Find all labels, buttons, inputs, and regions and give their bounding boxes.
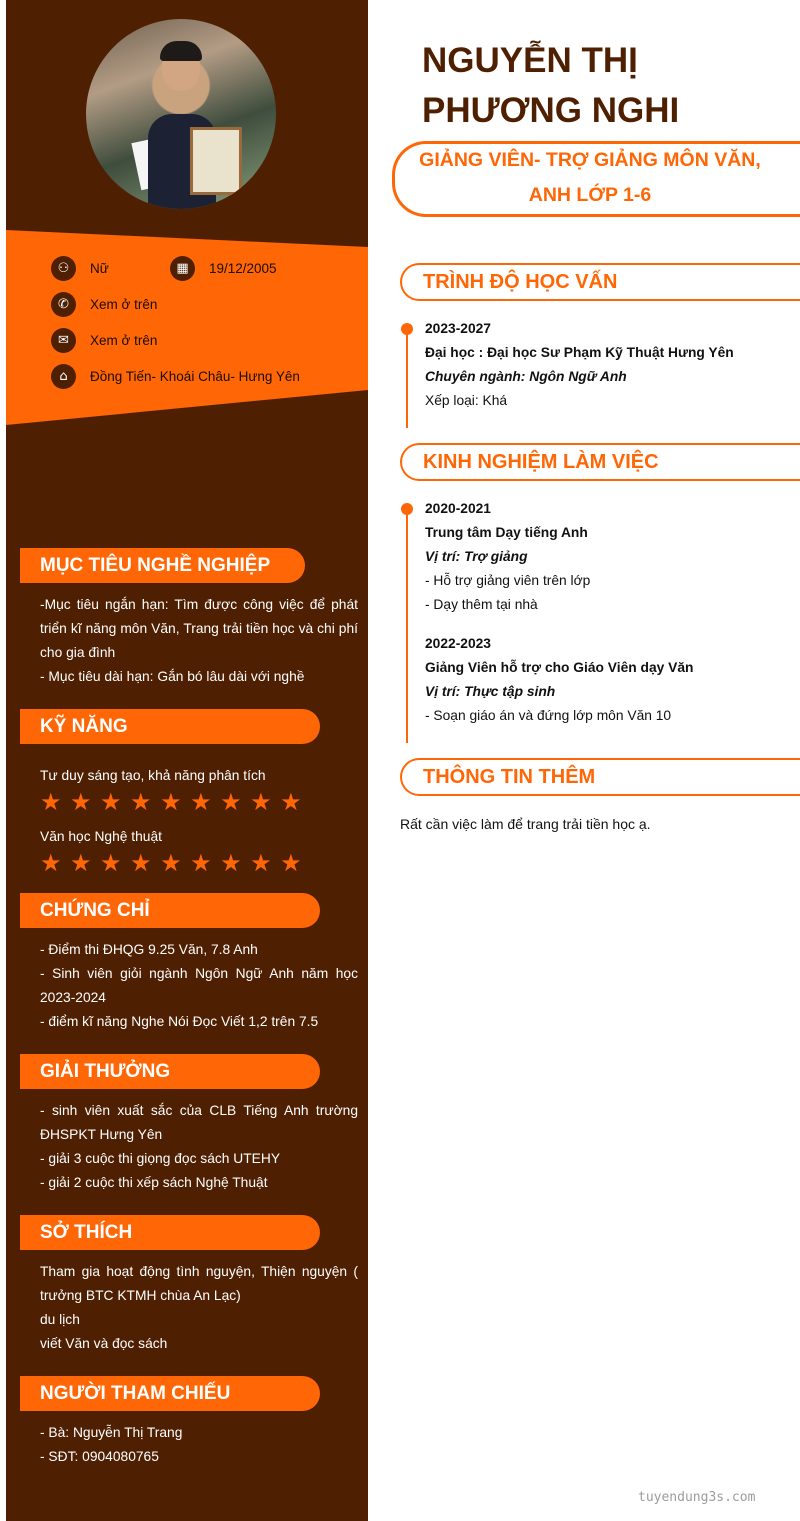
hobbies-heading: SỞ THÍCH [20,1215,320,1250]
star-icon: ★ [280,849,302,877]
star-icon: ★ [40,788,62,816]
objective-short: -Mục tiêu ngắn hạn: Tìm được công việc để phát triển kĩ năng môn Văn, Trang trải tiền học và chi phí cho gia đình [40,597,358,660]
star-icon: ★ [130,788,152,816]
star-icon: ★ [70,788,92,816]
gender-icon: ⚇ [51,256,76,281]
star-icon: ★ [190,849,212,877]
hobby-item: viết Văn và đọc sách [40,1336,168,1351]
experience-company: Trung tâm Dạy tiếng Anh [425,525,588,540]
star-icon: ★ [70,849,92,877]
experience-heading: KINH NGHIỆM LÀM VIỆC [400,443,800,481]
certificate-item: - điểm kĩ năng Nghe Nói Đọc Viết 1,2 trên 7.5 [40,1014,319,1029]
education-entry [425,317,795,413]
skill-name: Tư duy sáng tạo, khả năng phân tích [40,768,266,783]
star-icon: ★ [160,788,182,816]
award-item: - giải 3 cuộc thi giọng đọc sách UTEHY [40,1151,281,1166]
awards-heading: GIẢI THƯỞNG [20,1054,320,1089]
certificates-heading: CHỨNG CHỈ [20,893,320,928]
education-heading: TRÌNH ĐỘ HỌC VẤN [400,263,800,301]
address-value: Đồng Tiến- Khoái Châu- Hưng Yên [90,369,300,384]
hobbies-list [40,1260,358,1356]
dob-value: 19/12/2005 [209,261,277,276]
star-icon: ★ [220,788,242,816]
education-major: Chuyên ngành: Ngôn Ngữ Anh [425,369,627,384]
education-timeline [406,329,408,428]
award-item: - sinh viên xuất sắc của CLB Tiếng Anh trường ĐHSPKT Hưng Yên [40,1103,358,1142]
gender-row [51,256,109,281]
watermark: tuyendung3s.com [638,1490,756,1505]
experience-position: Vị trí: Trợ giảng [425,549,528,564]
extra-heading: THÔNG TIN THÊM [400,758,800,796]
hobby-item: du lịch [40,1312,80,1327]
job-title: GIẢNG VIÊN- TRỢ GIẢNG MÔN VĂN, ANH LỚP 1-6 [419,149,761,206]
references-list [40,1421,358,1469]
star-icon: ★ [220,849,242,877]
star-icon: ★ [40,849,62,877]
experience-timeline [406,509,408,743]
star-icon: ★ [190,788,212,816]
experience-entry [425,632,795,728]
certificate-item: - Điểm thi ĐHQG 9.25 Văn, 7.8 Anh [40,942,258,957]
experience-detail: - Dạy thêm tại nhà [425,597,538,612]
home-icon: ⌂ [51,364,76,389]
certificate-item: - Sinh viên giỏi ngành Ngôn Ngữ Anh năm học 2023-2024 [40,966,358,1005]
email-icon: ✉ [51,328,76,353]
objective-long: - Mục tiêu dài hạn: Gắn bó lâu dài với nghề [40,669,305,684]
experience-detail: - Hỗ trợ giảng viên trên lớp [425,573,591,588]
experience-detail: - Soạn giáo án và đứng lớp môn Văn 10 [425,708,672,723]
education-school: Đại học : Đại học Sư Phạm Kỹ Thuật Hưng Yên [425,345,734,360]
experience-period: 2022-2023 [425,636,491,651]
calendar-icon: ▦ [170,256,195,281]
experience-entry [425,497,795,617]
email-value: Xem ở trên [90,333,158,348]
extra-text: Rất cần việc làm để trang trải tiền học ạ. [400,816,651,832]
experience-period: 2020-2021 [425,501,491,516]
star-icon: ★ [130,849,152,877]
phone-icon: ✆ [51,292,76,317]
timeline-dot [401,323,413,335]
star-icon: ★ [160,849,182,877]
email-row [51,328,157,353]
star-icon: ★ [280,788,302,816]
education-period: 2023-2027 [425,321,491,336]
star-icon: ★ [250,849,272,877]
hobby-item: Tham gia hoạt động tình nguyện, Thiện nguyện ( trưởng BTC KTMH chùa An Lạc) [40,1264,358,1303]
award-item: - giải 2 cuộc thi xếp sách Nghệ Thuật [40,1175,268,1190]
star-icon: ★ [100,849,122,877]
reference-item: - Bà: Nguyễn Thị Trang [40,1425,183,1440]
objective-text [40,593,358,689]
star-icon: ★ [250,788,272,816]
education-grade: Xếp loại: Khá [425,393,508,408]
skill-name: Văn học Nghệ thuật [40,829,162,844]
candidate-name: NGUYỄN THỊ PHƯƠNG NGHI [422,41,680,130]
certificates-list [40,938,358,1034]
timeline-dot [401,503,413,515]
objective-heading: MỤC TIÊU NGHỀ NGHIỆP [20,548,305,583]
address-row [51,364,300,389]
skill-rating [40,790,302,814]
experience-position: Vị trí: Thực tập sinh [425,684,556,699]
awards-list [40,1099,358,1195]
gender-value: Nữ [90,261,109,276]
phone-value: Xem ở trên [90,297,158,312]
skill-rating [40,851,302,875]
star-icon: ★ [100,788,122,816]
phone-row [51,292,157,317]
skills-heading: KỸ NĂNG [20,709,320,744]
experience-company: Giảng Viên hỗ trợ cho Giáo Viên dạy Văn [425,660,694,675]
reference-item: - SĐT: 0904080765 [40,1449,159,1464]
dob-row [170,256,277,281]
avatar [86,19,276,209]
references-heading: NGƯỜI THAM CHIẾU [20,1376,320,1411]
